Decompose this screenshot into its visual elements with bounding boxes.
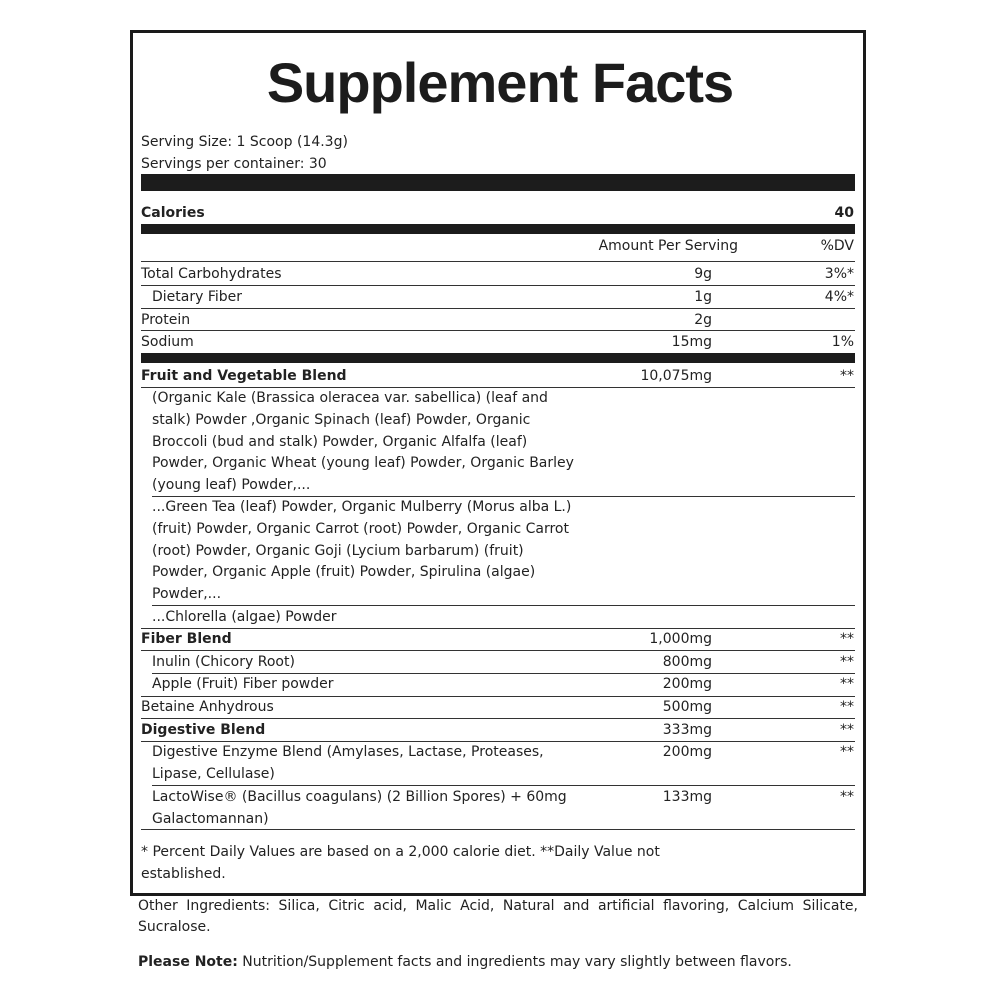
ingredient-line: (Organic Kale (Brassica oleracea var. sabellica) (leaf and: [152, 390, 548, 406]
nutrient-amount: 2g: [694, 312, 712, 328]
nutrient-name: Total Carbohydrates: [141, 266, 282, 282]
ingredient-dv: **: [840, 789, 854, 805]
ingredient-amount: 200mg: [662, 676, 712, 692]
divider: [152, 785, 855, 786]
other-ingredients: Other Ingredients: Silica, Citric acid, Malic Acid, Natural and artificial flavoring, Calcium Silicate, Sucralose.: [138, 898, 858, 935]
serving-size: Serving Size: 1 Scoop (14.3g): [141, 134, 348, 150]
divider: [141, 829, 855, 830]
nutrient-dv: 1%: [831, 334, 854, 350]
ingredient-list: [152, 388, 582, 497]
divider: [141, 628, 855, 629]
ingredient-amount: 133mg: [662, 789, 712, 805]
please-note: [138, 952, 792, 972]
ingredient-line: (root) Powder, Organic Goji (Lycium barbarum) (fruit): [152, 542, 524, 559]
please-note-label: Please Note:: [138, 954, 238, 970]
ingredient-line: stalk) Powder ,Organic Spinach (leaf) Powder, Organic: [152, 411, 531, 428]
divider: [141, 285, 855, 286]
ingredient-name: Inulin (Chicory Root): [152, 654, 295, 670]
divider: [141, 261, 855, 262]
blend-amount: 10,075mg: [640, 368, 712, 384]
nutrient-amount: 9g: [694, 266, 712, 282]
ingredient-amount: 200mg: [662, 744, 712, 760]
ingredient-amount: 500mg: [662, 699, 712, 715]
ingredient-list: [152, 497, 582, 606]
blend-dv: **: [840, 368, 854, 384]
ingredient-name: Digestive Enzyme Blend (Amylases, Lactase, Proteases,: [152, 744, 544, 760]
ingredient-dv: **: [840, 676, 854, 692]
nutrient-name: Sodium: [141, 334, 194, 350]
ingredient-name: LactoWise® (Bacillus coagulans) (2 Billion Spores) + 60mg: [152, 789, 567, 805]
ingredient-dv: **: [840, 699, 854, 715]
ingredient-line: ...Green Tea (leaf) Powder, Organic Mulberry (Morus alba L.): [152, 499, 572, 515]
nutrient-name: Dietary Fiber: [152, 289, 243, 305]
nutrient-amount: 15mg: [671, 334, 712, 350]
divider: [141, 650, 855, 651]
ingredient-dv: **: [840, 654, 854, 670]
ingredient-line: (young leaf) Powder,...: [152, 477, 311, 494]
ingredient-line: (fruit) Powder, Organic Carrot (root) Powder, Organic Carrot: [152, 520, 569, 537]
divider: [152, 605, 855, 606]
blend-dv: **: [840, 631, 854, 647]
nutrient-dv: 4%*: [824, 289, 854, 305]
ingredient-name: Apple (Fruit) Fiber powder: [152, 676, 334, 692]
ingredient-amount: 800mg: [662, 654, 712, 670]
page-title: Supplement Facts: [266, 51, 734, 114]
amount-per-serving-header: Amount Per Serving: [598, 238, 738, 254]
blend-name: Fiber Blend: [141, 631, 232, 647]
blend-amount: 333mg: [662, 722, 712, 738]
ingredient-name: Betaine Anhydrous: [141, 699, 274, 715]
footnote: * Percent Daily Values are based on a 2,000 calorie diet. **Daily Value not: [141, 844, 660, 860]
servings-per-container: Servings per container: 30: [141, 156, 327, 172]
blend-amount: 1,000mg: [649, 631, 712, 647]
ingredient-line: Powder,...: [152, 586, 222, 603]
medium-divider: [141, 353, 855, 363]
blend-name: Fruit and Vegetable Blend: [141, 368, 347, 384]
dv-header: %DV: [820, 238, 854, 254]
ingredient-line: Powder, Organic Wheat (young leaf) Powder, Organic Barley: [152, 455, 574, 472]
nutrient-name: Protein: [141, 312, 191, 328]
thick-divider: [141, 174, 855, 191]
ingredient-dv: **: [840, 744, 854, 760]
divider: [141, 308, 855, 309]
ingredient-name-cont: Lipase, Cellulase): [152, 766, 275, 782]
divider: [141, 330, 855, 331]
ingredient-line: Powder, Organic Apple (fruit) Powder, Spirulina (algae): [152, 564, 536, 581]
blend-dv: **: [840, 722, 854, 738]
nutrient-amount: 1g: [694, 289, 712, 305]
please-note-text: Nutrition/Supplement facts and ingredients may vary slightly between flavors.: [237, 954, 792, 970]
nutrient-dv: 3%*: [824, 266, 854, 282]
footnote-cont: established.: [141, 866, 226, 882]
ingredient-line: ...Chlorella (algae) Powder: [152, 609, 337, 625]
calories-label: Calories: [141, 205, 205, 221]
blend-name: Digestive Blend: [141, 722, 266, 738]
medium-divider: [141, 224, 855, 234]
calories-value: 40: [834, 205, 854, 221]
ingredient-name-cont: Galactomannan): [152, 811, 269, 827]
divider: [141, 718, 855, 719]
ingredient-line: Broccoli (bud and stalk) Powder, Organic Alfalfa (leaf): [152, 433, 528, 450]
